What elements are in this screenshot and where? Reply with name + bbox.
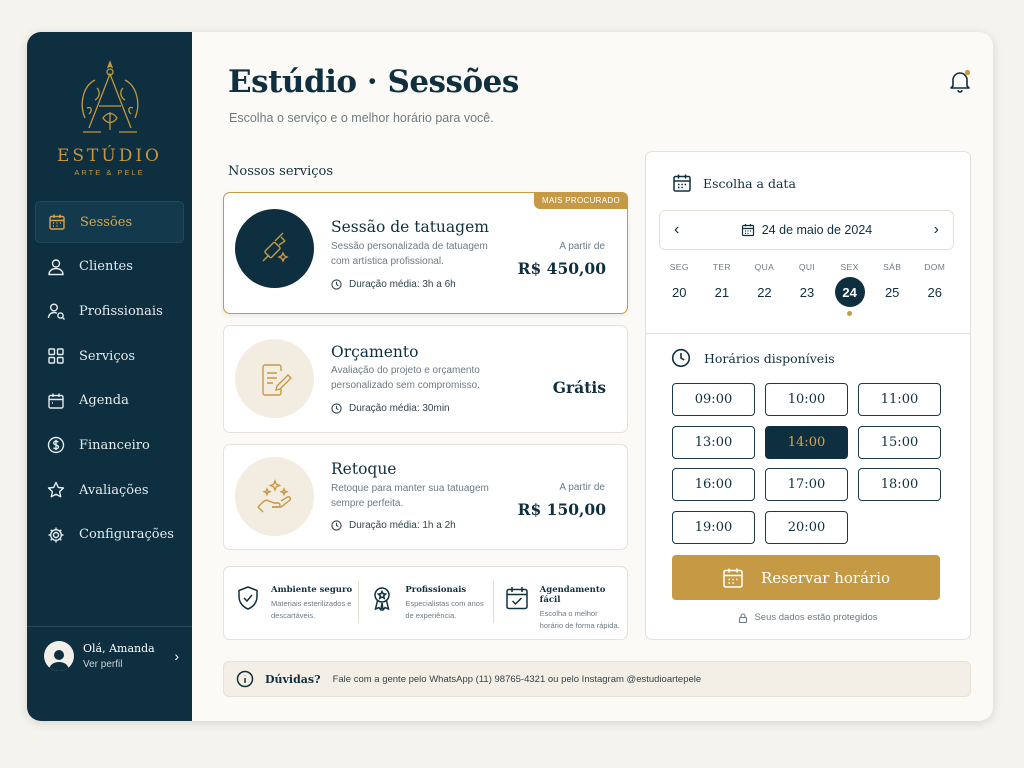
service-icon-wrap — [235, 209, 314, 288]
time-slots — [672, 383, 952, 544]
profile-section[interactable] — [27, 626, 192, 721]
booking-panel — [645, 151, 971, 640]
day-column — [871, 262, 914, 316]
calendar-icon — [672, 173, 692, 193]
clock-icon — [331, 403, 342, 414]
brand-name: ESTÚDIO — [56, 146, 162, 166]
reserve-button-label: Reservar horário — [760, 568, 891, 587]
gear-icon — [47, 526, 65, 544]
service-duration-text: Duração média: 3h a 6h — [349, 279, 456, 290]
time-slot[interactable]: 13:00 — [672, 426, 755, 459]
time-slot[interactable]: 18:00 — [858, 468, 941, 501]
user-silhouette-icon — [48, 647, 70, 671]
chevron-right-icon[interactable]: › — [933, 221, 939, 238]
day-number[interactable]: 26 — [927, 284, 942, 300]
time-slot[interactable]: 16:00 — [672, 468, 755, 501]
day-number[interactable]: 21 — [714, 284, 730, 300]
feature-item — [358, 567, 492, 639]
chevron-left-icon[interactable]: ‹ — [674, 221, 680, 238]
day-name: QUI — [798, 262, 816, 272]
document-pen-icon — [255, 359, 295, 399]
sidebar-item-agenda[interactable] — [35, 380, 184, 422]
feature-desc: Materiais esterilizados e descartáveis. — [271, 599, 352, 620]
sidebar-item-label: Profissionais — [79, 303, 163, 319]
calendar-icon — [741, 223, 755, 237]
week-strip — [658, 262, 956, 316]
time-slot[interactable]: 15:00 — [858, 426, 941, 459]
calendar-icon — [722, 567, 744, 589]
feature-title: Ambiente seguro — [271, 585, 353, 595]
selected-day-dot — [847, 311, 852, 316]
feature-item — [493, 567, 627, 639]
date-heading — [672, 173, 796, 193]
profile-link[interactable]: Ver perfil — [83, 659, 123, 670]
day-column — [658, 262, 701, 316]
secure-note-text: Seus dados estão protegidos — [754, 612, 878, 623]
user-icon — [47, 258, 65, 276]
shield-check-icon — [236, 585, 260, 611]
sidebar-item-label: Financeiro — [79, 437, 150, 453]
calendar-icon — [47, 392, 65, 410]
hand-sparkle-icon — [254, 477, 296, 517]
brand — [27, 58, 192, 177]
time-slot[interactable]: 11:00 — [858, 383, 941, 416]
profile-name: Olá, Amanda — [83, 642, 155, 655]
slots-heading — [671, 348, 835, 368]
day-column — [828, 262, 871, 316]
sidebar-item-configuracoes[interactable] — [35, 514, 184, 556]
page-title: Estúdio · Sessões — [228, 64, 519, 100]
day-number[interactable]: 25 — [884, 284, 900, 300]
feature-title: Agendamento fácil — [539, 585, 606, 605]
sidebar-nav — [35, 201, 184, 559]
day-column — [913, 262, 956, 316]
service-desc: Sessão personalizada de tatuagem com artística profissional. — [331, 241, 488, 267]
time-slot[interactable]: 17:00 — [765, 468, 848, 501]
day-column — [786, 262, 829, 316]
tattoo-machine-icon — [255, 229, 295, 269]
time-slot[interactable]: 20:00 — [765, 511, 848, 544]
award-icon — [370, 585, 394, 611]
clock-icon — [671, 348, 691, 368]
sidebar-item-sessoes[interactable] — [35, 201, 184, 243]
popular-badge: MAIS PROCURADO — [534, 192, 628, 209]
feature-title: Profissionais — [405, 585, 467, 595]
current-date-text: 24 de maio de 2024 — [761, 223, 873, 237]
day-name: SEG — [669, 262, 689, 272]
date-selector — [659, 210, 954, 250]
feature-item — [224, 567, 358, 639]
day-number-selected[interactable]: 24 — [835, 277, 865, 307]
time-slot-selected[interactable]: 14:00 — [765, 426, 848, 459]
service-icon-wrap — [235, 457, 314, 536]
divider — [646, 333, 970, 334]
service-icon-wrap — [235, 339, 314, 418]
current-date[interactable] — [741, 223, 873, 237]
star-icon — [47, 481, 65, 499]
service-title: Sessão de tatuagem — [331, 218, 489, 236]
day-name: SÁB — [883, 262, 902, 272]
sidebar-item-avaliacoes[interactable] — [35, 469, 184, 511]
feature-desc: Escolha o melhor horário de forma rápida. — [539, 609, 620, 630]
help-text: Fale com a gente pelo WhatsApp (11) 98765-4321 ou pelo Instagram @estudioartepele — [332, 673, 702, 685]
help-bar — [223, 661, 971, 697]
day-name: DOM — [924, 262, 946, 272]
app-window — [27, 32, 993, 721]
bell-icon[interactable] — [949, 69, 971, 93]
service-duration — [331, 279, 456, 290]
chevron-right-icon[interactable]: › — [174, 648, 179, 664]
service-card-orcamento[interactable] — [223, 325, 628, 433]
price-from-label: A partir de — [559, 241, 605, 252]
main-content — [192, 32, 993, 721]
sidebar-item-clientes[interactable] — [35, 246, 184, 288]
clock-icon — [331, 279, 342, 290]
time-slot[interactable]: 09:00 — [672, 383, 755, 416]
sidebar — [27, 32, 192, 721]
secure-note — [646, 612, 970, 623]
feature-desc: Especialistas com anos de experiência. — [405, 599, 484, 620]
sidebar-item-label: Agenda — [79, 393, 129, 409]
day-name: SEX — [840, 262, 859, 272]
service-card-tatuagem[interactable] — [223, 192, 628, 314]
service-title: Orçamento — [331, 343, 419, 361]
day-column — [743, 262, 786, 316]
service-price: Grátis — [552, 378, 606, 397]
service-desc: Retoque para manter sua tatuagem sempre perfeita. — [331, 483, 489, 509]
help-question: Dúvidas? — [265, 672, 321, 686]
sidebar-item-financeiro[interactable] — [35, 424, 184, 466]
sidebar-item-servicos[interactable] — [35, 335, 184, 377]
date-heading-text: Escolha a data — [703, 175, 796, 191]
time-slot[interactable]: 19:00 — [672, 511, 755, 544]
sidebar-item-label: Sessões — [80, 214, 133, 230]
day-number[interactable]: 20 — [672, 284, 687, 300]
services-label: Nossos serviços — [228, 164, 334, 179]
sidebar-item-profissionais[interactable] — [35, 290, 184, 332]
time-slot[interactable]: 10:00 — [765, 383, 848, 416]
reserve-button[interactable] — [672, 555, 940, 600]
day-number[interactable]: 22 — [757, 284, 772, 300]
brand-logo-icon — [75, 58, 145, 142]
lock-icon — [738, 613, 748, 623]
sidebar-item-label: Serviços — [79, 348, 136, 364]
clock-icon — [331, 520, 342, 531]
sidebar-item-label: Clientes — [79, 259, 133, 275]
calendar-check-icon — [505, 585, 529, 611]
service-duration-text: Duração média: 30min — [349, 403, 450, 414]
page-subtitle: Escolha o serviço e o melhor horário para você. — [229, 111, 494, 125]
user-group-icon — [47, 302, 65, 320]
service-card-retoque[interactable] — [223, 444, 628, 550]
service-duration — [331, 520, 456, 531]
dollar-icon — [47, 436, 65, 454]
brand-subtitle: ARTE & PELE — [74, 168, 145, 177]
slots-heading-text: Horários disponíveis — [704, 350, 835, 366]
service-title: Retoque — [331, 460, 397, 478]
service-price: R$ 150,00 — [517, 500, 606, 519]
day-name: TER — [712, 262, 731, 272]
sidebar-item-label: Configurações — [79, 527, 174, 543]
info-icon — [236, 670, 254, 688]
service-duration-text: Duração média: 1h a 2h — [349, 520, 456, 531]
features-bar — [223, 566, 628, 640]
service-duration — [331, 403, 450, 414]
day-number[interactable]: 23 — [799, 284, 815, 300]
avatar — [44, 641, 74, 671]
day-column — [701, 262, 744, 316]
price-from-label: A partir de — [559, 482, 605, 493]
calendar-icon — [48, 213, 66, 231]
grid-icon — [47, 347, 65, 365]
service-desc: Avaliação do projeto e orçamento personalizado sem compromisso. — [331, 365, 480, 391]
sidebar-item-label: Avaliações — [79, 482, 149, 498]
day-name: QUA — [754, 262, 775, 272]
service-price: R$ 450,00 — [517, 259, 606, 278]
